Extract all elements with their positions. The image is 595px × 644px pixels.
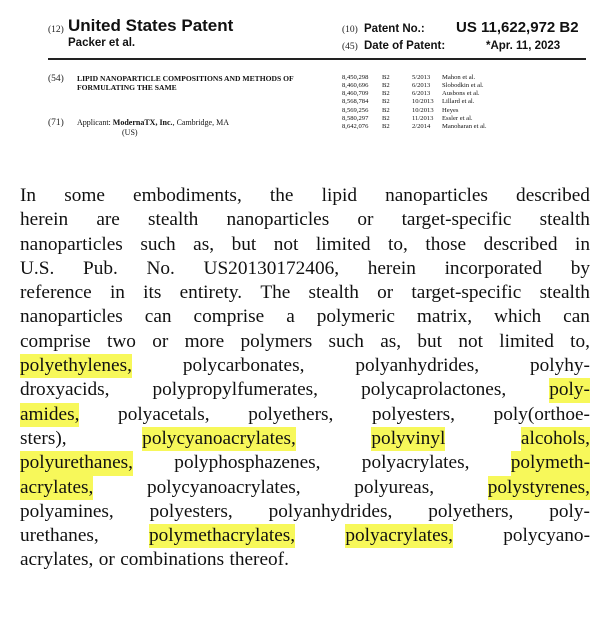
reference-number: 8,580,297 <box>342 114 369 122</box>
word: lipid <box>321 185 357 206</box>
date-of-patent: *Apr. 11, 2023 <box>486 40 561 52</box>
paragraph-line <box>20 184 590 208</box>
highlighted-term: polymethacrylates, <box>149 524 295 548</box>
word: U.S. <box>20 257 55 279</box>
word: a <box>286 306 295 328</box>
paragraph-line <box>20 281 590 305</box>
word: comprise <box>193 306 265 328</box>
paragraph-line <box>20 354 590 378</box>
word: target-specific <box>411 282 522 304</box>
word: polyacetals, <box>118 403 210 425</box>
word: nanoparticles <box>20 233 123 255</box>
reference-row <box>342 107 542 115</box>
word: but <box>417 330 443 352</box>
patent-title: United States Patent <box>68 16 234 35</box>
word: sters), <box>20 427 67 449</box>
word: polyanhydrides, <box>355 355 480 377</box>
paragraph-line <box>20 476 590 500</box>
word: stealth <box>147 209 199 231</box>
paragraph-line <box>20 403 590 427</box>
reference-date: 6/2013 <box>412 82 431 90</box>
reference-name: Manoharan et al. <box>442 122 487 130</box>
highlighted-term: polyethylenes, <box>20 354 132 378</box>
word: herein <box>20 209 69 231</box>
word: polycyano- <box>503 525 590 547</box>
inid-code-12: (12) <box>48 25 64 35</box>
word: as, <box>380 330 402 352</box>
word: or <box>152 330 169 352</box>
word: polymeric <box>316 306 395 328</box>
word: comprise <box>20 330 91 352</box>
patent-number: US 11,622,972 B2 <box>456 19 579 36</box>
word: matrix, <box>416 306 473 328</box>
word: but <box>231 233 257 255</box>
word: No. <box>146 257 175 279</box>
word: polyhy- <box>529 355 590 377</box>
inid-code-71: (71) <box>48 118 64 128</box>
word: embodiments, <box>133 185 242 206</box>
word: urethanes, <box>20 525 99 547</box>
reference-name: Heyes <box>442 106 459 114</box>
highlighted-term: polystyrenes, <box>488 476 590 500</box>
word: can <box>563 306 590 328</box>
word: polycyanoacrylates, <box>146 476 301 498</box>
word: polyethers, <box>248 403 334 425</box>
word: nanoparticles <box>20 306 123 328</box>
word: entirety. <box>179 282 243 304</box>
word: some <box>64 185 105 206</box>
applicant-name: ModernaTX, Inc. <box>112 118 173 127</box>
reference-number: 8,460,709 <box>342 90 369 98</box>
paragraph-line <box>20 233 590 257</box>
paragraph-line <box>20 451 590 475</box>
highlighted-term: poly- <box>549 378 590 402</box>
highlighted-term: polyacrylates, <box>345 524 453 548</box>
word: combinations <box>120 549 225 571</box>
reference-number: 8,642,076 <box>342 122 369 130</box>
word: not <box>458 330 483 352</box>
word: poly(orthoe- <box>493 403 590 425</box>
paragraph-line <box>20 378 590 402</box>
word: polypropylfumerates, <box>152 379 318 401</box>
reference-row <box>342 90 542 98</box>
word: to, <box>388 233 408 255</box>
word: can <box>144 306 172 328</box>
header-rule <box>48 58 586 60</box>
word: such <box>140 233 176 255</box>
highlighted-term: polymeth- <box>511 451 590 475</box>
word: polyesters, <box>371 403 455 425</box>
reference-name: Slobodkin et al. <box>442 82 484 90</box>
reference-number: 8,460,696 <box>342 82 369 90</box>
word: stealth <box>539 209 590 231</box>
paragraph-line <box>20 427 590 451</box>
reference-kind: B2 <box>382 106 390 114</box>
word: are <box>96 209 120 231</box>
reference-name: Essler et al. <box>442 114 473 122</box>
word: nanoparticles <box>226 209 330 231</box>
word: stealth <box>308 282 359 304</box>
paragraph-line <box>20 305 590 329</box>
applicant-country: (US) <box>122 128 138 137</box>
word: nanoparticles <box>385 185 488 206</box>
highlighted-term: alcohols, <box>521 427 590 451</box>
word: limited <box>499 330 554 352</box>
highlighted-term: acrylates, <box>20 476 93 500</box>
word: not <box>273 233 299 255</box>
reference-kind: B2 <box>382 90 390 98</box>
paragraph-line <box>20 548 590 572</box>
word: those <box>425 233 467 255</box>
reference-date: 6/2013 <box>412 90 431 98</box>
word: reference <box>20 282 92 304</box>
inid-code-10: (10) <box>342 25 358 35</box>
highlighted-term: polyurethanes, <box>20 451 133 475</box>
word: as, <box>193 233 215 255</box>
word: limited <box>315 233 371 255</box>
reference-row <box>342 74 542 82</box>
reference-name: Ausbons et al. <box>442 90 480 98</box>
word: described <box>483 233 558 255</box>
reference-row <box>342 82 542 90</box>
paragraph-line <box>20 208 590 232</box>
word: polymers <box>240 330 313 352</box>
applicant <box>77 118 229 128</box>
word: polyesters, <box>149 500 233 522</box>
word: more <box>184 330 225 352</box>
word: or <box>357 209 374 231</box>
word: to, <box>570 330 590 352</box>
reference-date: 10/2013 <box>412 98 434 106</box>
highlighted-term: polycyanoacrylates, <box>142 427 296 451</box>
paragraph-line <box>20 257 590 281</box>
paragraph-line <box>20 500 590 524</box>
word: polyethers, <box>428 500 514 522</box>
word: polycaprolactones, <box>361 379 507 401</box>
word: polyureas, <box>354 476 435 498</box>
word: the <box>269 185 294 206</box>
reference-name: Mahon et al. <box>442 74 476 81</box>
reference-kind: B2 <box>382 122 390 130</box>
word: Pub. <box>82 257 118 279</box>
references-cited-list <box>342 74 542 131</box>
word: polyamines, <box>20 500 114 522</box>
word: poly- <box>549 500 590 522</box>
reference-row <box>342 115 542 123</box>
highlighted-term: amides, <box>20 403 79 427</box>
reference-date: 11/2013 <box>412 114 434 122</box>
word: polyacrylates, <box>361 452 470 474</box>
word: in <box>109 282 125 304</box>
applicant-label: Applicant: <box>77 118 111 127</box>
reference-number: 8,569,256 <box>342 106 369 114</box>
word: In <box>20 185 37 206</box>
invention-title: LIPID NANOPARTICLE COMPOSITIONS AND METHODS OF FORMULATING THE SAME <box>77 74 294 93</box>
word: in <box>575 233 590 255</box>
word: herein <box>367 257 416 279</box>
paragraph-line <box>20 330 590 354</box>
word: such <box>328 330 364 352</box>
word: by <box>570 257 590 279</box>
inid-code-54: (54) <box>48 74 64 84</box>
reference-kind: B2 <box>382 114 390 122</box>
word: US20130172406, <box>203 257 340 279</box>
reference-date: 2/2014 <box>412 122 431 130</box>
word: polyanhydrides, <box>268 500 393 522</box>
applicant-location: , Cambridge, MA <box>172 118 229 127</box>
reference-row <box>342 123 542 131</box>
word: thereof. <box>229 549 289 571</box>
reference-kind: B2 <box>382 74 390 81</box>
date-of-patent-label: Date of Patent: <box>364 40 446 52</box>
word: target-specific <box>401 209 512 231</box>
word: acrylates, <box>20 549 94 571</box>
reference-kind: B2 <box>382 98 390 106</box>
patent-number-label: Patent No.: <box>364 23 425 35</box>
reference-date: 5/2013 <box>412 74 431 81</box>
word: droxyacids, <box>20 379 110 401</box>
reference-date: 10/2013 <box>412 106 434 114</box>
reference-row <box>342 98 542 106</box>
paragraph-line <box>20 524 590 548</box>
word: The <box>260 282 291 304</box>
body-paragraph <box>20 184 590 573</box>
word: polycarbonates, <box>182 355 305 377</box>
reference-kind: B2 <box>382 82 390 90</box>
inventors: Packer et al. <box>68 37 136 49</box>
word: incorporated <box>444 257 543 279</box>
word: or <box>377 282 394 304</box>
highlighted-term: polyvinyl <box>371 427 445 451</box>
inid-code-45: (45) <box>342 42 358 52</box>
reference-name: Lillard et al. <box>442 98 475 106</box>
word: two <box>106 330 136 352</box>
word: described <box>516 185 590 206</box>
reference-number: 8,450,298 <box>342 74 369 81</box>
word: or <box>98 549 115 571</box>
word: its <box>143 282 162 304</box>
word: polyphosphazenes, <box>174 452 321 474</box>
word: stealth <box>539 282 590 304</box>
reference-number: 8,568,784 <box>342 98 369 106</box>
word: which <box>494 306 542 328</box>
